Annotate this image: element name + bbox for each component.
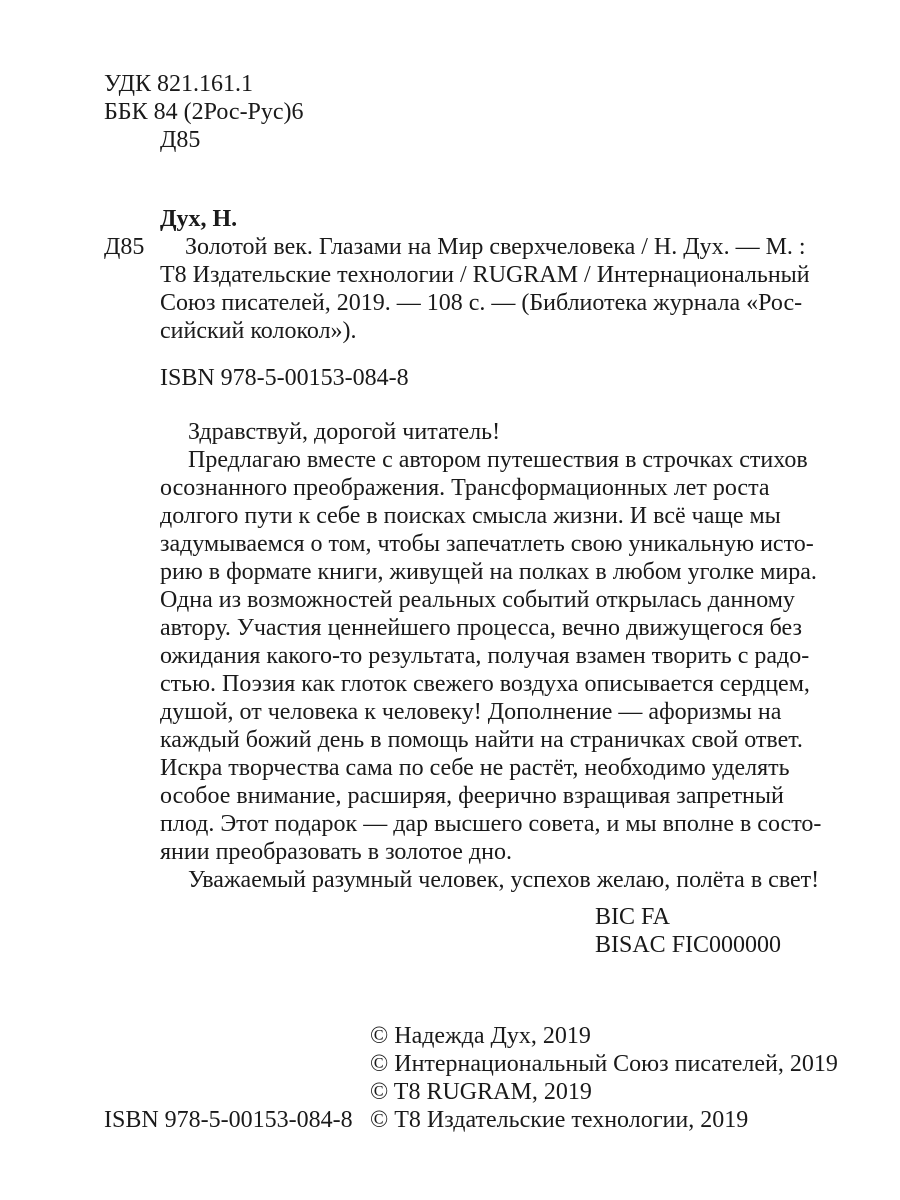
copyright-line: © T8 RUGRAM, 2019 xyxy=(370,1079,592,1105)
annotation-line: ожидания какого-то результата, получая взамен творить с радо- xyxy=(160,643,810,669)
annotation-line: душой, от человека к человеку! Дополнение — афоризмы на xyxy=(160,699,782,725)
record-margin-code: Д85 xyxy=(104,234,145,260)
annotation-line: Здравствуй, дорогой читатель! xyxy=(188,419,501,445)
annotation-line: Искра творчества сама по себе не растёт, необходимо уделять xyxy=(160,755,790,781)
record-line: Золотой век. Глазами на Мир сверхчеловека / Н. Дух. — М. : xyxy=(185,234,806,260)
bic-code: BIC FA xyxy=(595,904,670,930)
copyright-line: © Т8 Издательские технологии, 2019 xyxy=(370,1107,749,1133)
annotation-line: долгого пути к себе в поисках смысла жизни. И всё чаще мы xyxy=(160,503,781,529)
author-code: Д85 xyxy=(160,127,201,153)
annotation-line: плод. Этот подарок — дар высшего совета, и мы вполне в состо- xyxy=(160,811,822,837)
annotation-line: Одна из возможностей реальных событий открылась данному xyxy=(160,587,795,613)
record-author: Дух, Н. xyxy=(160,206,238,232)
copyright-line: © Интернациональный Союз писателей, 2019 xyxy=(370,1051,838,1077)
annotation-line: осознанного преображения. Трансформационных лет роста xyxy=(160,475,770,501)
record-isbn: ISBN 978-5-00153-084-8 xyxy=(160,365,409,391)
copyright-line: © Надежда Дух, 2019 xyxy=(370,1023,591,1049)
udk-index: УДК 821.161.1 xyxy=(104,71,253,97)
record-line: сийский колокол»). xyxy=(160,318,357,344)
annotation-line: задумываемся о том, чтобы запечатлеть свою уникальную исто- xyxy=(160,531,814,557)
bbk-index: ББК 84 (2Рос-Рус)6 xyxy=(104,99,304,125)
annotation-line: Предлагаю вместе с автором путешествия в строчках стихов xyxy=(188,447,808,473)
annotation-line: стью. Поэзия как глоток свежего воздуха описывается сердцем, xyxy=(160,671,810,697)
bisac-code: BISAC FIC000000 xyxy=(595,932,782,958)
record-line: Т8 Издательские технологии / RUGRAM / Интернациональный xyxy=(160,262,810,288)
annotation-line: рию в формате книги, живущей на полках в любом уголке мира. xyxy=(160,559,817,585)
annotation-line: янии преобразовать в золотое дно. xyxy=(160,839,512,865)
record-line: Союз писателей, 2019. — 108 с. — (Библиотека журнала «Рос- xyxy=(160,290,803,316)
annotation-line: каждый божий день в помощь найти на страничках свой ответ. xyxy=(160,727,803,753)
annotation-line: автору. Участия ценнейшего процесса, вечно движущегося без xyxy=(160,615,802,641)
annotation-line: Уважаемый разумный человек, успехов желаю, полёта в свет! xyxy=(188,867,820,893)
footer-isbn: ISBN 978-5-00153-084-8 xyxy=(104,1107,353,1133)
annotation-line: особое внимание, расширяя, феерично взращивая запретный xyxy=(160,783,784,809)
